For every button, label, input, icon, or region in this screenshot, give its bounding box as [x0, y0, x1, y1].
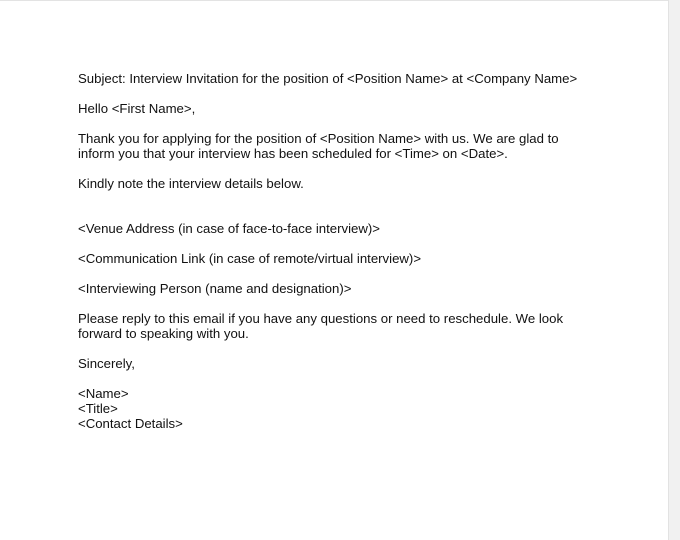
signature-contact: <Contact Details> — [78, 416, 183, 431]
intro-paragraph-line-1: Thank you for applying for the position of <Position Name> with us. We are glad to — [78, 131, 559, 146]
paragraph-gap — [78, 86, 638, 101]
paragraph-gap — [78, 161, 638, 176]
page-top-border — [0, 0, 668, 1]
signature-name: <Name> — [78, 386, 129, 401]
closing-paragraph-line-1: Please reply to this email if you have any questions or need to reschedule. We look — [78, 311, 564, 326]
paragraph-gap — [78, 296, 638, 311]
paragraph-gap — [78, 341, 638, 356]
greeting-line: Hello <First Name>, — [78, 101, 196, 116]
venue-address-line: <Venue Address (in case of face-to-face interview)> — [78, 221, 381, 236]
closing-line: Sincerely, — [78, 356, 135, 371]
letter-body — [78, 71, 638, 431]
subject-line: Subject: Interview Invitation for the position of <Position Name> at <Company Name> — [78, 71, 578, 86]
paragraph-gap — [78, 371, 638, 386]
intro-paragraph-line-2: inform you that your interview has been scheduled for <Time> on <Date>. — [78, 146, 508, 161]
paragraph-gap — [78, 236, 638, 251]
details-intro-line: Kindly note the interview details below. — [78, 176, 304, 191]
communication-link-line: <Communication Link (in case of remote/virtual interview)> — [78, 251, 422, 266]
paragraph-gap — [78, 266, 638, 281]
paragraph-gap — [78, 116, 638, 131]
vertical-scrollbar[interactable] — [668, 0, 680, 540]
paragraph-gap-large — [78, 191, 638, 221]
signature-title: <Title> — [78, 401, 118, 416]
interviewer-line: <Interviewing Person (name and designation)> — [78, 281, 352, 296]
closing-paragraph-line-2: forward to speaking with you. — [78, 326, 249, 341]
